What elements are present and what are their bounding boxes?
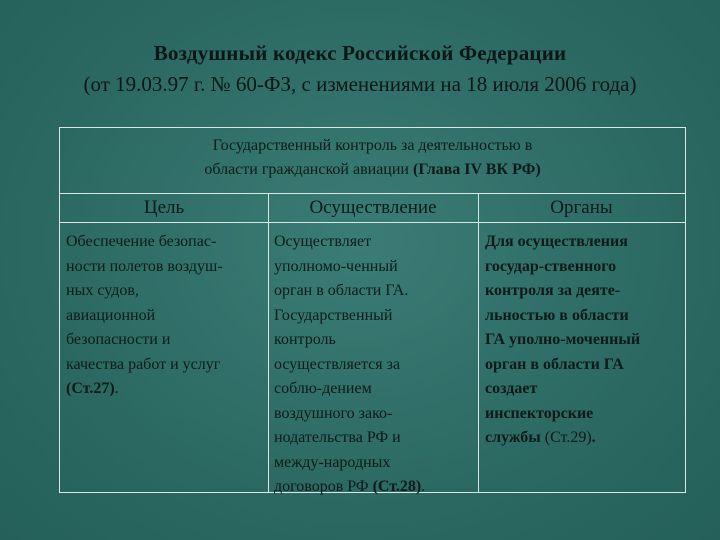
cell-line: орган в области ГА	[485, 355, 624, 373]
cell-line: орган в области ГА.	[274, 282, 409, 299]
column-header-bodies: Органы	[550, 197, 613, 218]
title-line-1: Воздушный кодекс Российской Федерации	[153, 41, 567, 65]
cell-line: контроля за деяте-	[485, 282, 621, 299]
ref-suffix: .	[421, 478, 426, 495]
ref-suffix: .	[591, 429, 596, 446]
slide-title	[0, 38, 720, 100]
cell-line: уполномо-ченный	[274, 257, 398, 275]
title-line-2: (от 19.03.97 г. № 60-ФЗ, с изменениями на 18 июля 2006 года)	[83, 72, 637, 96]
cell-line: контроль	[274, 331, 336, 348]
cell-line: соблю-дением	[274, 380, 372, 397]
cell-line	[66, 377, 266, 402]
cell-line: государ-ственного	[485, 257, 617, 275]
table-header	[60, 128, 685, 194]
cell-line: ности полетов воздуш-	[66, 257, 223, 275]
cell-line: Для осуществления	[485, 233, 628, 250]
column-header-implementation: Осуществление	[309, 197, 437, 218]
cell-line: Государственный	[274, 306, 393, 324]
control-table	[59, 127, 686, 493]
column-divider	[478, 194, 479, 492]
cell-line: осуществляется за	[274, 355, 401, 373]
cell-line: создает	[485, 380, 538, 397]
header-line-1: Государственный контроль за деятельностью в	[212, 137, 533, 154]
cell-line: воздушного зако-	[274, 404, 393, 422]
cell-line: Обеспечение безопас-	[66, 233, 217, 250]
article-ref: (Ст.28)	[372, 478, 422, 495]
header-chapter-ref: (Глава IV ВК РФ)	[412, 161, 541, 178]
cell-line: нодательства РФ и	[274, 429, 401, 446]
column-header-goal: Цель	[143, 197, 185, 218]
cell-line: качества работ и услуг	[66, 355, 221, 373]
ref-suffix: .	[114, 380, 119, 397]
cell-line: льностью в области	[485, 306, 629, 324]
cell-implementation	[274, 230, 474, 500]
article-ref: (Ст.29)	[544, 429, 592, 446]
cell-line: Осуществляет	[274, 233, 372, 250]
header-line-2-text: области гражданской авиации	[204, 161, 413, 178]
cell-line: ных судов,	[66, 282, 139, 299]
cell-line-text: договоров РФ	[274, 478, 373, 495]
article-ref: (Ст.27)	[66, 380, 115, 397]
column-divider	[268, 194, 269, 492]
header-line-2	[60, 158, 685, 182]
cell-line-text: службы	[485, 429, 545, 446]
cell-goal	[66, 230, 266, 402]
cell-line: авиационной	[66, 306, 156, 324]
cell-line	[485, 426, 685, 451]
cell-line: безопасности и	[66, 331, 171, 348]
cell-line: ГА уполно-моченный	[485, 331, 641, 348]
cell-bodies	[485, 230, 685, 451]
cell-line: между-народных	[274, 453, 391, 471]
row-divider	[60, 222, 685, 223]
column-headers	[60, 194, 685, 222]
cell-line	[274, 475, 474, 500]
cell-line: инспекторские	[485, 404, 594, 422]
